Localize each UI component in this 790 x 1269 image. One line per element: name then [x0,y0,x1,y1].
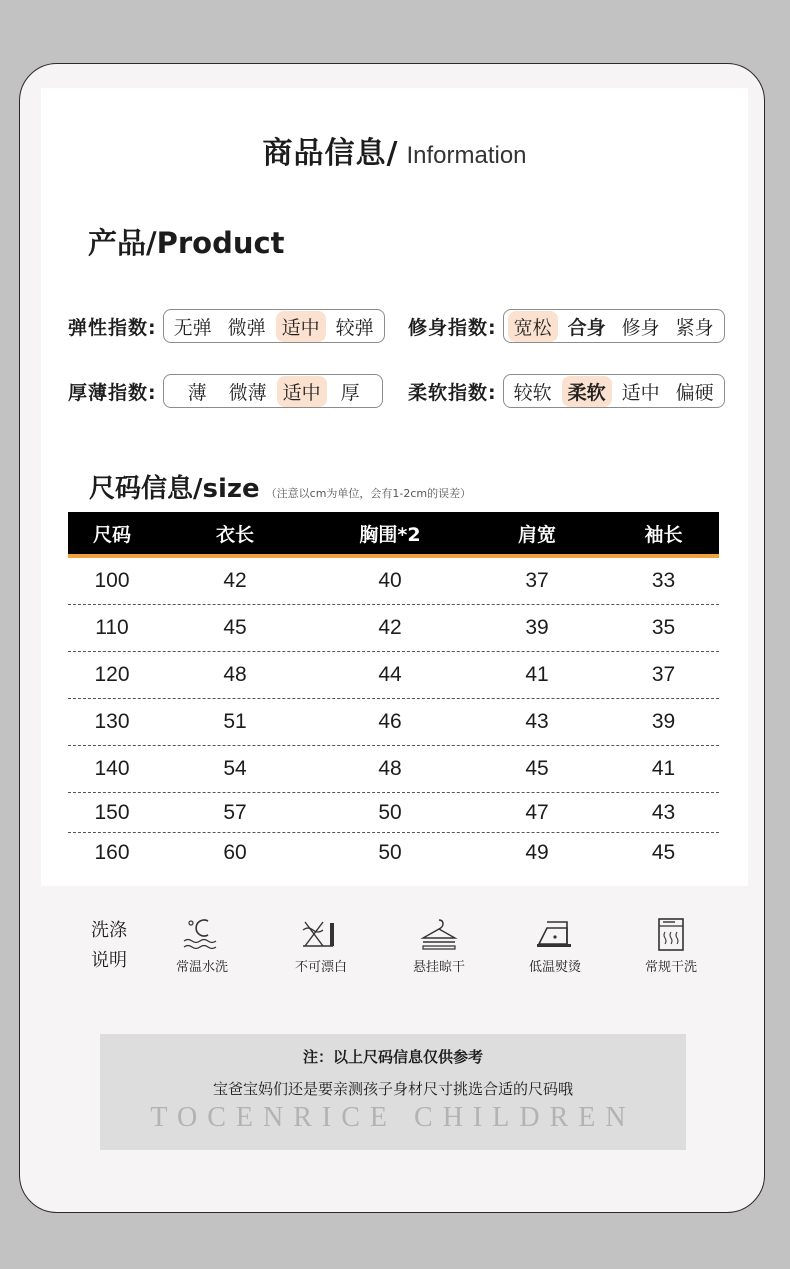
wash-item [399,916,479,975]
softness-option: 较软 [513,381,552,404]
wash-item-label: 常温水洗 [175,960,228,975]
wash-item [515,916,595,975]
cell-size: 110 [95,616,129,639]
wash-item [631,916,711,975]
cell-sleeve: 45 [651,841,676,864]
cell-sleeve: 43 [651,800,676,824]
cell-length: 45 [223,616,247,639]
elasticity-option: 微弹 [227,316,266,339]
cell-sleeve: 39 [651,710,676,733]
cell-shoulder: 39 [525,616,549,639]
low-temp-iron-icon [533,916,577,952]
size-title: 尺码信息/size [89,474,260,504]
elasticity-option: 较弹 [335,316,374,339]
softness-options [503,374,725,408]
cell-length: 54 [223,757,247,780]
wash-item [281,916,361,975]
softness-index [408,374,725,408]
cell-chest: 50 [378,841,402,864]
wash-label-line2: 说明 [91,950,127,971]
cell-length: 42 [223,569,247,592]
cell-shoulder: 41 [525,663,549,686]
table-row [68,833,719,873]
thickness-options [163,374,383,408]
cell-sleeve: 35 [651,616,676,639]
softness-label: 柔软指数: [408,381,497,404]
fit-option: 合身 [567,316,606,339]
notice-box [100,1034,686,1150]
cell-length: 57 [223,800,247,824]
cell-sleeve: 41 [651,757,676,780]
brand-watermark: TOCENRICE CHILDREN [150,1102,636,1133]
thickness-option: 薄 [187,381,207,404]
cell-chest: 42 [378,616,402,639]
elasticity-option-selected: 适中 [276,311,326,342]
table-row [68,558,719,605]
thickness-label: 厚薄指数: [68,381,157,404]
cell-size: 150 [94,800,130,824]
cell-length: 48 [223,663,247,686]
cell-chest: 46 [378,710,402,733]
size-heading [89,468,471,505]
fit-option: 紧身 [675,316,714,339]
fit-index [408,309,725,343]
elasticity-options [163,309,385,343]
wash-item-label: 悬挂晾干 [412,960,465,975]
size-note: （注意以cm为单位，会有1-2cm的误差） [265,487,472,500]
elasticity-option: 无弹 [173,316,212,339]
thickness-option: 厚 [340,381,360,404]
size-table [68,512,719,873]
cell-size: 140 [94,757,130,780]
softness-option: 偏硬 [675,381,714,404]
column-header: 衣长 [215,523,254,546]
table-row [68,793,719,833]
wash-label-line1: 洗涤 [91,920,127,941]
cell-chest: 40 [378,569,402,592]
thickness-index [68,374,383,408]
info-card [19,63,765,1213]
thickness-option-selected: 适中 [277,376,327,407]
cell-chest: 48 [378,757,402,780]
cell-size: 130 [94,710,130,733]
elasticity-index [68,309,385,343]
table-row [68,746,719,793]
cell-chest: 44 [378,663,402,686]
no-bleach-icon [299,916,343,952]
table-row [68,652,719,699]
cell-sleeve: 33 [651,569,676,592]
wash-label [85,916,133,976]
cell-length: 60 [223,841,247,864]
title-cn: 商品信息/ [262,136,399,171]
title-en: Information [406,142,527,169]
softness-option: 适中 [621,381,660,404]
fit-option: 修身 [621,316,660,339]
hang-dry-icon [417,916,461,952]
cell-shoulder: 37 [525,569,549,592]
fit-options [503,309,725,343]
wash-item-label: 不可漂白 [294,960,347,975]
info-panel [41,88,748,886]
column-header: 肩宽 [517,523,556,546]
cell-size: 160 [94,841,130,864]
cell-size: 120 [94,663,130,686]
wash-item-label: 低温熨烫 [528,960,581,975]
product-heading: 产品/Product [88,226,285,260]
table-row [68,699,719,746]
thickness-option: 微薄 [228,381,267,404]
notice-line1: 注：以上尺码信息仅供参考 [302,1048,483,1066]
fit-label: 修身指数: [408,316,497,339]
cell-chest: 50 [378,800,402,824]
wash-item-label: 常规干洗 [644,960,697,975]
table-row [68,605,719,652]
cell-sleeve: 37 [651,663,676,686]
page-title [41,128,748,172]
wash-instructions [20,916,764,986]
dry-clean-icon [649,916,693,952]
cell-shoulder: 45 [525,757,549,780]
warm-water-wash-icon [180,916,224,952]
cell-shoulder: 49 [525,841,549,864]
cell-shoulder: 47 [525,800,549,824]
softness-option-selected: 柔软 [562,376,612,407]
cell-size: 100 [94,569,130,592]
column-header: 尺码 [92,523,131,546]
notice-line2: 宝爸宝妈们还是要亲测孩子身材尺寸挑选合适的尺码哦 [212,1080,573,1098]
column-header: 胸围*2 [359,523,421,546]
column-header: 袖长 [644,523,683,546]
fit-option-selected: 宽松 [508,311,558,342]
size-table-header [68,512,719,558]
cell-length: 51 [223,710,247,733]
wash-item [162,916,242,975]
cell-shoulder: 43 [525,710,549,733]
elasticity-label: 弹性指数: [68,316,157,339]
